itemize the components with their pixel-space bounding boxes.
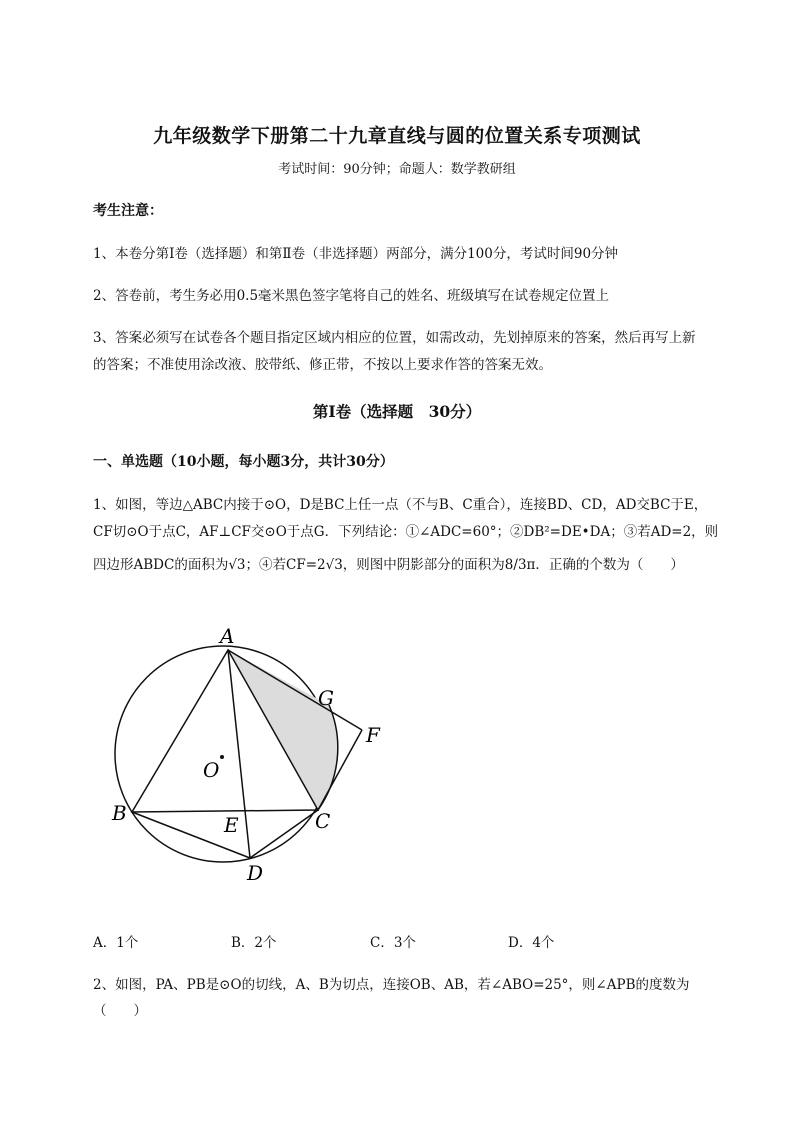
label-d: D <box>247 861 264 885</box>
section-title: 第I卷（选择题 30分） <box>312 402 482 421</box>
notice-item-1: 1、本卷分第I卷（选择题）和第Ⅱ卷（非选择题）两部分，满分100分，考试时间90分钟 <box>93 246 619 262</box>
notice-heading: 考生注意： <box>93 203 163 219</box>
q2-line-2: （ ） <box>93 1003 147 1019</box>
shaded-region <box>228 650 338 810</box>
q1-option-c[interactable]: C．3个 <box>370 935 416 951</box>
q1-option-b[interactable]: B．2个 <box>231 935 277 951</box>
notice-item-3: 3、答案必须写在试卷各个题目指定区域内相应的位置，如需改动，先划掉原来的答案，然后再写上新 <box>93 330 696 346</box>
q1-option-a[interactable]: A．1个 <box>93 935 139 951</box>
q1-line-3: 四边形ABDC的面积为√3；④若CF=2√3，则图中阴影部分的面积为8/3π．正确的个数为（ ） <box>93 557 684 573</box>
notice-item-2: 2、答卷前，考生务必用0.5毫米黑色签字笔将自己的姓名、班级填写在试卷规定位置上 <box>93 288 610 304</box>
label-g: G <box>318 686 334 710</box>
q1-line-1: 1、如图，等边△ABC内接于⊙O，D是BC上任一点（不与B、C重合），连接BD、CD，AD交BC于E， <box>93 497 708 513</box>
label-f: F <box>366 723 380 747</box>
q1-option-d[interactable]: D．4个 <box>508 935 555 951</box>
exam-info: 考试时间：90分钟；命题人：数学教研组 <box>278 162 516 177</box>
segment-cd <box>250 810 318 858</box>
part-heading: 一、单选题（10小题，每小题3分，共计30分） <box>93 454 394 470</box>
q1-line-2: CF切⊙O于点C，AF⊥CF交⊙O于点G．下列结论：①∠ADC=60°；②DB²=DE•DA；③若AD=2，则 <box>93 524 719 540</box>
q2-line-1: 2、如图，PA、PB是⊙O的切线，A、B为切点，连接OB、AB，若∠ABO=25°，则∠APB的度数为 <box>93 977 690 993</box>
page-title: 九年级数学下册第二十九章直线与圆的位置关系专项测试 <box>153 125 641 147</box>
label-a: A <box>220 624 235 648</box>
center-point <box>220 755 224 759</box>
notice-item-3-cont: 的答案；不准使用涂改液、胶带纸、修正带，不按以上要求作答的答案无效。 <box>93 357 552 373</box>
label-c: C <box>315 809 331 833</box>
label-e: E <box>224 813 239 837</box>
geometry-figure <box>100 615 400 895</box>
label-b: B <box>112 801 127 825</box>
label-o: O <box>203 758 220 782</box>
